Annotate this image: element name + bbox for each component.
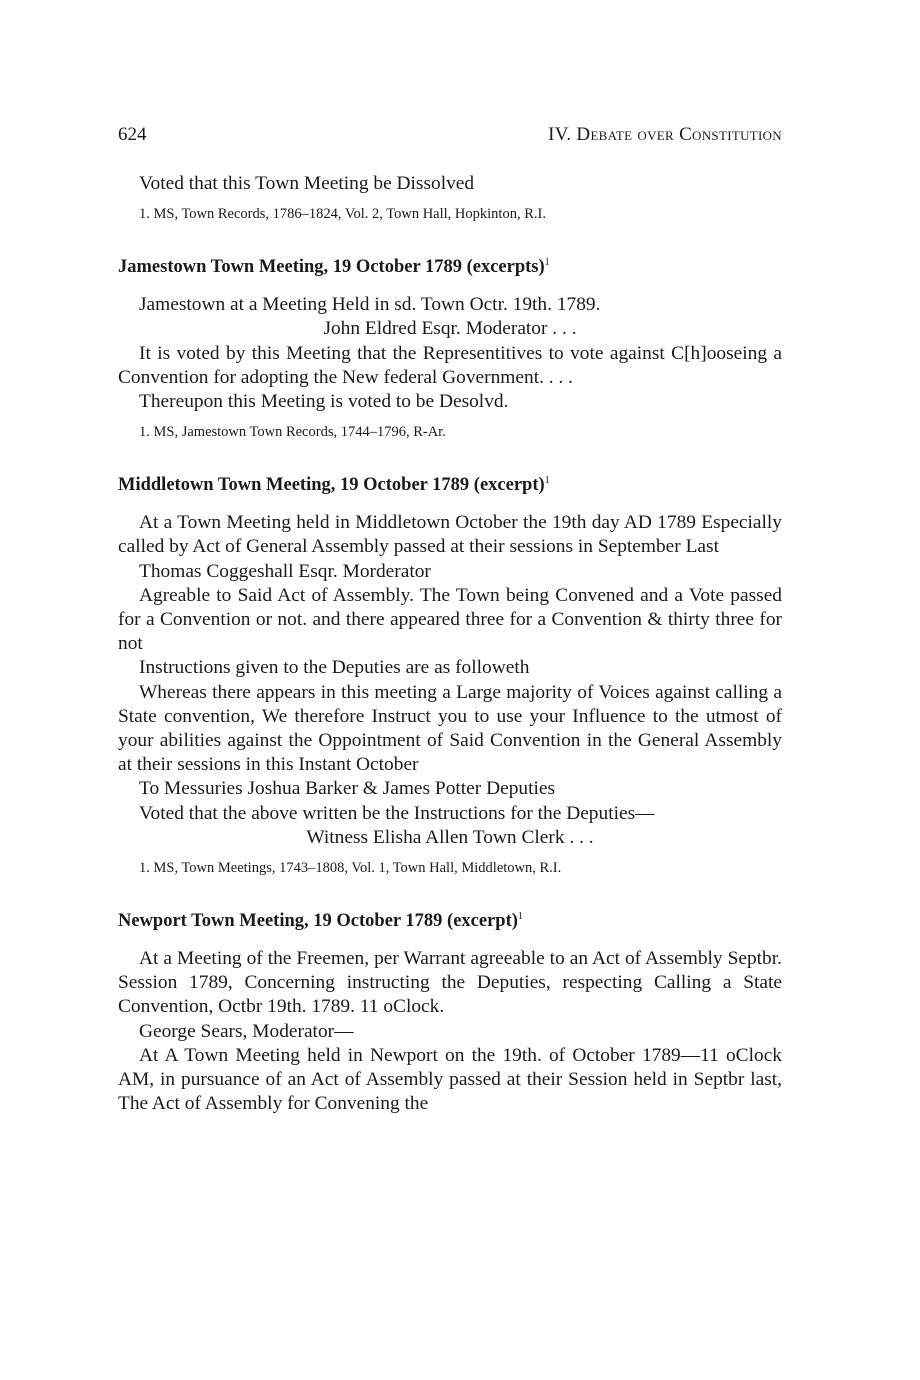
paragraph: Agreable to Said Act of Assembly. The Town being Convened and a Vote passed for a Convention or not. and there appeared three for a Convention & thirty three for not <box>118 584 782 655</box>
footnote: 1. MS, Town Meetings, 1743–1808, Vol. 1, Town Hall, Middletown, R.I. <box>139 860 562 877</box>
footnote: 1. MS, Town Records, 1786–1824, Vol. 2, Town Hall, Hopkinton, R.I. <box>139 206 546 223</box>
section-heading-jamestown: Jamestown Town Meeting, 19 October 1789 (excerpts)$^1$ <box>118 257 550 278</box>
page-number: 624 <box>118 124 147 145</box>
paragraph: At a Meeting of the Freemen, per Warrant agreeable to an Act of Assembly Septbr. Session 1789, Concerning instructing the Deputies, respecting Calling a State Convention, Octbr 19th. 1789. 11 oClock. <box>118 948 782 1018</box>
closing-line: Voted that this Town Meeting be Dissolved <box>139 173 475 194</box>
paragraph: George Sears, Moderator— <box>139 1020 354 1042</box>
paragraph: Voted that the above written be the Instructions for the Deputies— <box>139 802 655 824</box>
section-heading-newport: Newport Town Meeting, 19 October 1789 (excerpt)$^1$ <box>118 910 523 932</box>
paragraph: Instructions given to the Deputies are as followeth <box>139 657 530 679</box>
paragraph: Whereas there appears in this meeting a Large majority of Voices against calling a State convention, We therefore Instruct you to use your Influence to the utmost of your abilities against the Oppointment of Said Convention in the General Assembly at their sessions in this Instant October <box>118 681 782 776</box>
section-title: IV. Debate over Constitution <box>548 124 782 145</box>
paragraph: At a Town Meeting held in Middletown October the 19th day AD 1789 Especially called by Act of General Assembly passed at their sessions in September Last <box>118 512 782 558</box>
witness-line: Witness Elisha Allen Town Clerk . . . <box>306 826 594 848</box>
footnote: 1. MS, Jamestown Town Records, 1744–1796, R-Ar. <box>139 424 446 441</box>
paragraph: Thereupon this Meeting is voted to be Desolvd. <box>139 391 509 413</box>
section-heading-middletown: Middletown Town Meeting, 19 October 1789 (excerpt)$^1$ <box>118 475 550 496</box>
moderator-line: John Eldred Esqr. Moderator . . . <box>323 318 577 340</box>
paragraph: To Messuries Joshua Barker & James Potter Deputies <box>139 778 556 800</box>
paragraph: Thomas Coggeshall Esqr. Morderator <box>139 560 431 582</box>
paragraph: At A Town Meeting held in Newport on the 19th. of October 1789—11 oClock AM, in pursuance of an Act of Assembly passed at their Session held in Septbr last, The Act of Assembly for Convening the <box>118 1044 782 1115</box>
paragraph: It is voted by this Meeting that the Representitives to vote against C[h]ooseing a Convention for adopting the New federal Government. . . . <box>118 342 782 388</box>
page-body <box>118 172 782 1116</box>
paragraph: Jamestown at a Meeting Held in sd. Town Octr. 19th. 1789. <box>139 294 601 316</box>
running-head <box>118 124 782 146</box>
